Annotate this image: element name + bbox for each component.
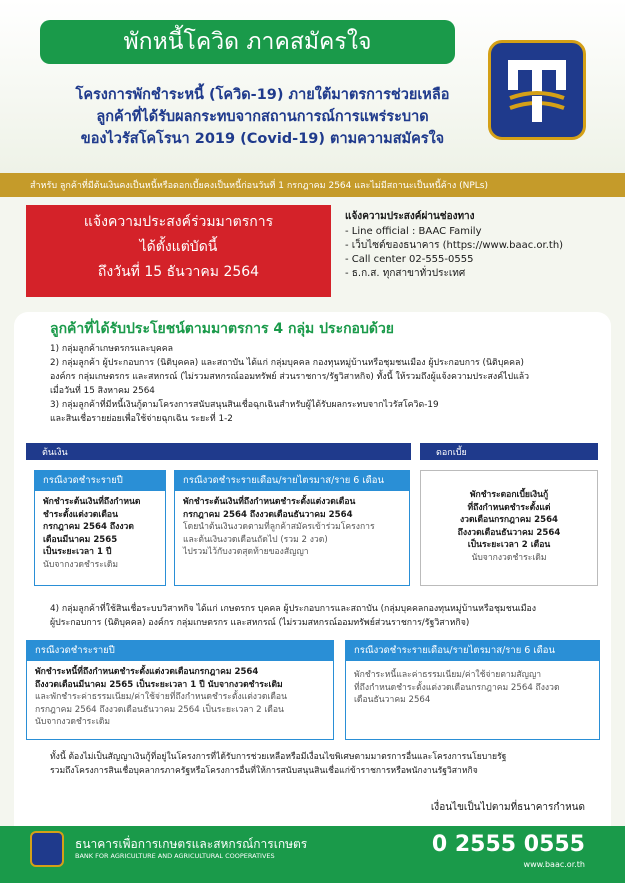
- bank-name-thai: ธนาคารเพื่อการเกษตรและสหกรณ์การเกษตร: [75, 837, 308, 851]
- condition-note: เงื่อนไขเป็นไปตามที่ธนาคารกำหนด: [430, 802, 585, 813]
- g4-annual-box: [26, 640, 334, 740]
- annual-line: ชำระตั้งแต่งวดเดือน: [43, 509, 118, 520]
- annual-box: [34, 470, 166, 586]
- g4-monthly-note: พักชำระหนี้และค่าธรรมเนียม/ค่าใช้จ่ายตามสัญญา: [354, 670, 542, 680]
- group-item: 4) กลุ่มลูกค้าที่ใช้สินเชื่อระบบวิสาหกิจ ได้แก่ เกษตรกร บุคคล ผู้ประกอบการและสถาบัน (กลุ่มบุคคลกองทุนหมู่บ้านหรือชุมชนเมือง: [50, 604, 537, 614]
- deadline-line: แจ้งความประสงค์ร่วมมาตรการ: [83, 214, 274, 230]
- g4-annual-line: พักชำระหนี้ที่ถึงกำหนดชำระตั้งแต่งวดเดือนกรกฎาคม 2564: [35, 667, 259, 677]
- headline-line: โครงการพักชำระหนี้ (โควิด-19) ภายใต้มาตรการช่วยเหลือ: [75, 87, 450, 103]
- monthly-note: ไปรวมไว้กับงวดสุดท้ายของสัญญา: [183, 547, 309, 557]
- channels-title: แจ้งความประสงค์ผ่านช่องทาง: [345, 211, 475, 222]
- group-item: และสินเชื่อรายย่อยเพื่อใช้จ่ายฉุกเฉิน ระยะที่ 1-2: [50, 414, 233, 424]
- channel-item: - Call center 02-555-0555: [345, 254, 474, 265]
- interest-line: งวดเดือนกรกฎาคม 2564: [459, 515, 559, 525]
- website-link[interactable]: www.baac.or.th: [523, 860, 585, 869]
- monthly-note: และต้นเงินงวดเดือนถัดไป (รวม 2 งวด): [183, 534, 328, 545]
- headline-line: ของไวรัสโคโรนา 2019 (Covid-19) ตามความสมัครใจ: [80, 131, 445, 147]
- g4-monthly-note: ที่ถึงกำหนดชำระตั้งแต่งวดเดือนกรกฎาคม 2564 ถึงงวด: [354, 682, 560, 693]
- g4-monthly-note: เดือนธันวาคม 2564: [354, 695, 431, 705]
- interest-line: ที่ถึงกำหนดชำระตั้งแต่: [467, 502, 551, 513]
- interest-line: ถึงงวดเดือนธันวาคม 2564: [457, 527, 561, 538]
- g4-annual-note: และพักชำระค่าธรรมเนียม/ค่าใช้จ่ายที่ถึงกำหนดชำระตั้งแต่งวดเดือน: [35, 692, 287, 702]
- interest-line: พักชำระดอกเบี้ยเงินกู้: [469, 490, 549, 500]
- deadline-box: [26, 205, 331, 297]
- interest-line: เป็นระยะเวลา 2 เดือน: [467, 540, 551, 550]
- g4-annual-note: นับจากงวดชำระเดิม: [35, 717, 111, 727]
- headline: [50, 84, 475, 150]
- g4-monthly-box: [345, 640, 600, 740]
- baac-logo: [488, 40, 586, 140]
- monthly-box: [174, 470, 410, 586]
- g4-annual-line: ถึงงวดเดือนมีนาคม 2565 เป็นระยะเวลา 1 ปี นับจากงวดชำระเดิม: [35, 679, 283, 690]
- monthly-line: พักชำระต้นเงินที่ถึงกำหนดชำระตั้งแต่งวดเดือน: [183, 497, 356, 507]
- footnote-line: รวมถึงโครงการสินเชื่อบุคลากรภาครัฐหรือโครงการอื่นที่ให้การสนับสนุนสินเชื่อแก่ข้าราชการหรือพนักงานรัฐวิสาหกิจ: [50, 766, 478, 776]
- beneficiaries-title: ลูกค้าที่ได้รับประโยชน์ตามมาตรการ 4 กลุ่ม ประกอบด้วย: [50, 321, 395, 337]
- annual-note: นับจากงวดชำระเดิม: [43, 559, 119, 570]
- g4-annual-head: กรณีงวดชำระรายปี: [27, 641, 333, 661]
- channel-item: - ธ.ก.ส. ทุกสาขาทั่วประเทศ: [345, 268, 466, 279]
- group-item: 2) กลุ่มลูกค้า ผู้ประกอบการ (นิติบุคคล) และสถาบัน ได้แก่ กลุ่มบุคคล กองทุนหมู่บ้านหรือชุมชนเมือง ผู้ประกอบการ (นิติบุคคล): [50, 358, 524, 368]
- g4-monthly-head: กรณีงวดชำระรายเดือน/รายไตรมาส/ราย 6 เดือน: [346, 641, 599, 661]
- footnote: [50, 750, 590, 778]
- g4-annual-note: กรกฎาคม 2564 ถึงงวดเดือนธันวาคม 2564 เป็นระยะเวลา 2 เดือน: [35, 704, 284, 715]
- page-title: พักหนี้โควิด ภาคสมัครใจ: [40, 20, 455, 64]
- eligibility-banner: สำหรับ ลูกค้าที่มีต้นเงินคงเป็นหนี้หรือดอกเบี้ยคงเป็นหนี้ก่อนวันที่ 1 กรกฎาคม 2564 และไม่มีสถานะเป็นหนี้ค้าง (NPLs): [0, 173, 625, 197]
- group-item: 3) กลุ่มลูกค้าที่มีหนี้เงินกู้ตามโครงการสนับสนุนสินเชื่อฉุกเฉินสำหรับผู้ได้รับผลกระทบจากไวรัสโควิด-19: [50, 400, 439, 410]
- monthly-head: กรณีงวดชำระรายเดือน/รายไตรมาส/ราย 6 เดือน: [175, 471, 409, 491]
- annual-line: เป็นระยะเวลา 1 ปี: [43, 547, 112, 557]
- groups-list: [50, 342, 529, 426]
- annual-line: กรกฎาคม 2564 ถึงงวด: [43, 522, 134, 532]
- interest-box: [420, 470, 598, 586]
- monthly-line: กรกฎาคม 2564 ถึงงวดเดือนธันวาคม 2564: [183, 509, 353, 520]
- group-item: เมื่อวันที่ 15 สิงหาคม 2564: [50, 386, 155, 396]
- phone-number[interactable]: 0 2555 0555: [431, 832, 585, 857]
- group-item: 1) กลุ่มลูกค้าเกษตรกรและบุคคล: [50, 344, 174, 354]
- channel-item: - Line official : BAAC Family: [345, 226, 482, 237]
- annual-line: เดือนมีนาคม 2565: [43, 534, 118, 545]
- interest-note: นับจากงวดชำระเดิม: [471, 552, 547, 563]
- interest-band: ดอกเบี้ย: [420, 443, 598, 460]
- bank-name-english: BANK FOR AGRICULTURE AND AGRICULTURAL COOPERATIVES: [75, 852, 275, 860]
- group-item: ผู้ประกอบการ (นิติบุคคล) องค์กร กลุ่มเกษตรกร และสหกรณ์ (ไม่รวมสหกรณ์ออมทรัพย์ส่วนราชการ/รัฐวิสาหกิจ): [50, 618, 470, 628]
- annual-line: พักชำระต้นเงินที่ถึงกำหนด: [43, 497, 141, 507]
- headline-line: ลูกค้าที่ได้รับผลกระทบจากสถานการณ์การแพร่ระบาด: [96, 109, 429, 125]
- channel-item: - เว็บไซต์ของธนาคาร (https://www.baac.or.th): [345, 240, 564, 251]
- principal-band: ต้นเงิน: [26, 443, 411, 460]
- group-item: องค์กร กลุ่มเกษตรกร และสหกรณ์ (ไม่รวมสหกรณ์ออมทรัพย์ ส่วนราชการ/รัฐวิสาหกิจ) ทั้งนี้ ให้รวมถึงผู้แจ้งความประสงค์ไปแล้ว: [50, 372, 530, 382]
- deadline-line: ได้ตั้งแต่บัดนี้: [139, 239, 218, 255]
- group4-text: [50, 602, 536, 630]
- footnote-line: ทั้งนี้ ต้องไม่เป็นสัญญาเงินกู้ที่อยู่ในโครงการที่ได้รับการช่วยเหลือหรือมีเงื่อนไขพิเศษตามมาตรการอื่นและโครงการนโยบายรัฐ: [50, 752, 507, 762]
- monthly-note: โดยนำต้นเงินงวดตามที่ลูกค้าสมัครเข้าร่วมโครงการ: [183, 522, 375, 532]
- annual-head: กรณีงวดชำระรายปี: [35, 471, 165, 491]
- deadline-line: ถึงวันที่ 15 ธันวาคม 2564: [97, 264, 260, 280]
- footer-logo: [30, 831, 64, 867]
- channels-list: [345, 210, 563, 281]
